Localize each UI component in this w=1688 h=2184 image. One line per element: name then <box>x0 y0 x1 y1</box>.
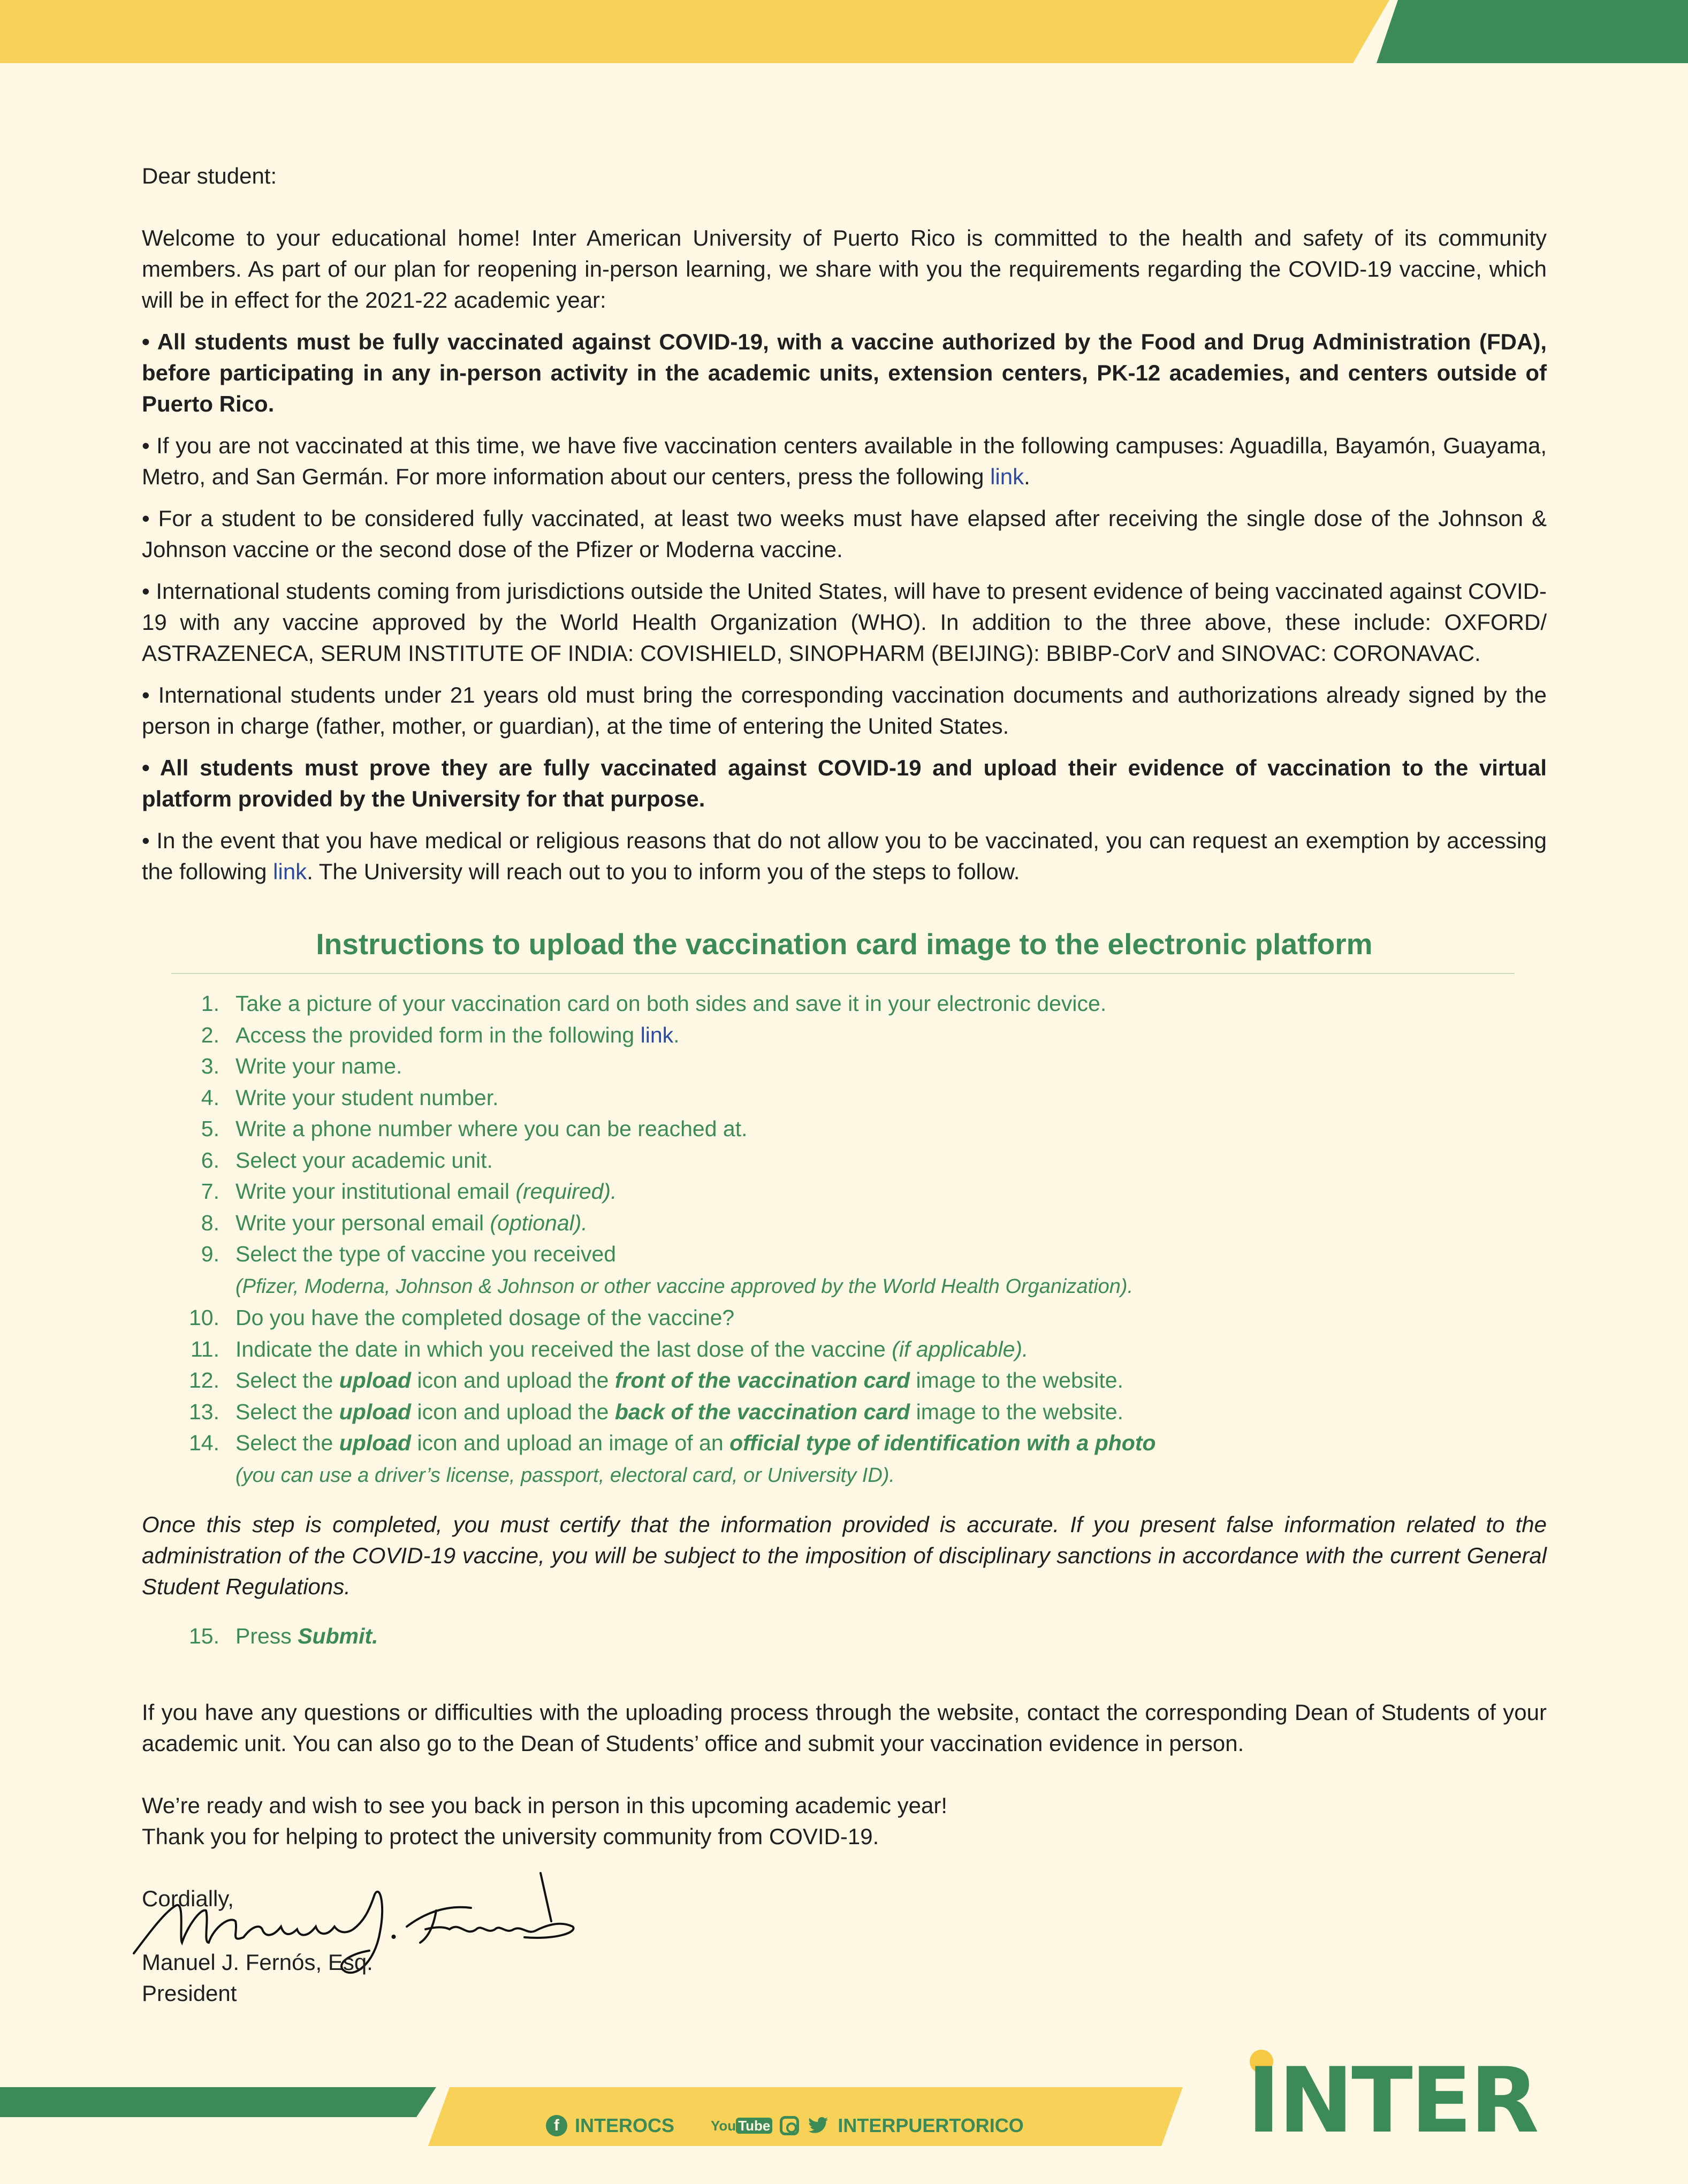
exemption-link[interactable]: link <box>273 859 307 884</box>
list-item: 6. Select your academic unit. <box>201 1147 493 1173</box>
bullet-prove-vaccination: • All students must prove they are fully vaccinated against COVID-19 and upload their evidence of vaccination to the virtual platform provided by the University for that purpose. <box>142 755 1547 811</box>
list-item: 1. Take a picture of your vaccination card on both sides and save it in your electronic device. <box>201 991 1107 1016</box>
list-item: 11. Indicate the date in which you received the last dose of the vaccine (if applicable). <box>191 1336 1029 1361</box>
signer-block <box>142 1947 373 2009</box>
bullet-fully-vaccinated: • All students must be fully vaccinated against COVID-19, with a vaccine authorized by the Food and Drug Administration (FDA), before participating in any in-person activity in the academic units, extension centers, PK-12 academies, and centers outside of Puerto Rico. <box>142 329 1547 416</box>
list-item: 4. Write your student number. <box>201 1085 499 1110</box>
twitter-icon[interactable] <box>807 2115 830 2136</box>
closing-line-2: Thank you for helping to protect the university community from COVID-19. <box>142 1823 879 1849</box>
signer-title: President <box>142 1981 237 2006</box>
instruction-steps <box>142 988 1547 1491</box>
centers-link[interactable]: link <box>990 464 1024 489</box>
bullet-vaccination-centers: • If you are not vaccinated at this time, we have five vaccination centers available in the following campuses: Aguadilla, Bayamón, Guayama, Metro, and San Germán. For more information about our centers, press the following link. <box>142 433 1547 489</box>
social-links <box>546 2110 1024 2142</box>
inter-logo <box>1247 2048 1537 2153</box>
list-item: 3. Write your name. <box>201 1054 402 1078</box>
social-handle[interactable]: INTERPUERTORICO <box>838 2114 1024 2136</box>
facebook-icon[interactable]: f <box>546 2115 567 2136</box>
submit-step <box>142 1620 1547 1652</box>
list-item: 12. Select the upload icon and upload the front of the vaccination card image to the website. <box>189 1368 1123 1392</box>
closing-line-1: We’re ready and wish to see you back in person in this upcoming academic year! <box>142 1792 948 1818</box>
form-link[interactable]: link <box>640 1022 674 1047</box>
instagram-icon[interactable] <box>780 2116 799 2135</box>
facebook-handle[interactable]: INTEROCS <box>575 2114 675 2136</box>
instructions-title: Instructions to upload the vaccination card image to the electronic platform <box>316 927 1373 961</box>
logo-text: INTER <box>1247 2048 1537 2153</box>
title-divider <box>171 973 1515 974</box>
signer-name: Manuel J. Fernós, Esq. <box>142 1950 373 1975</box>
cordially: Cordially, <box>142 1885 234 1911</box>
list-item: 9. Select the type of vaccine you received (Pfizer, Moderna, Johnson & Johnson or other vaccine approved by the World Health Organization). <box>201 1242 1134 1298</box>
questions-paragraph: If you have any questions or difficulties with the uploading process through the website, contact the corresponding Dean of Students of your academic unit. You can also go to the Dean of Students’ office and submit your vaccination evidence in person. <box>142 1699 1547 1756</box>
list-item: 2. Access the provided form in the following link. <box>201 1022 680 1047</box>
bullet-exemption: • In the event that you have medical or religious reasons that do not allow you to be vaccinated, you can request an exemption by accessing the following link. The University will reach out to you to inform you of the steps to follow. <box>142 828 1547 884</box>
certify-paragraph: Once this step is completed, you must certify that the information provided is accurate. If you present false information related to the administration of the COVID-19 vaccine, you will be subject to the imposition of disciplinary sanctions in accordance with the current General Student Regulations. <box>142 1512 1547 1599</box>
list-item: 14. Select the upload icon and upload an image of an official type of identification with a photo (you can use a driver’s license, passport, electoral card, or University ID). <box>189 1430 1156 1487</box>
bullet-under-21: • International students under 21 years old must bring the corresponding vaccination documents and authorizations already signed by the person in charge (father, mother, or guardian), at the time of entering the United States. <box>142 682 1547 739</box>
greeting: Dear student: <box>142 163 277 188</box>
top-color-band <box>0 0 1688 63</box>
bullet-international-students: • International students coming from jurisdictions outside the United States, will have to present evidence of being vaccinated against COVID-19 with any vaccine approved by the World Health Organization (WHO). In addition to the three above, these include: OXFORD/ ASTRAZENECA, SERUM INSTITUTE OF INDIA: COVISHIELD, SINOPHARM (BEIJING): BBIBP-CorV and SINOVAC: CORONAVAC. <box>142 579 1547 666</box>
list-item: 10. Do you have the completed dosage of the vaccine? <box>189 1305 735 1330</box>
list-item: 7. Write your institutional email (required). <box>201 1179 617 1204</box>
bullet-fully-vaccinated-definition: • For a student to be considered fully vaccinated, at least two weeks must have elapsed after receiving the single dose of the Johnson & Johnson vaccine or the second dose of the Pfizer or Moderna vaccine. <box>142 506 1547 562</box>
list-item: 5. Write a phone number where you can be reached at. <box>201 1116 748 1141</box>
letter-body <box>142 161 1547 1914</box>
list-item: 8. Write your personal email (optional). <box>201 1210 588 1235</box>
youtube-icon[interactable]: You Tube <box>711 2118 772 2134</box>
list-item: 13. Select the upload icon and upload the back of the vaccination card image to the website. <box>189 1399 1124 1424</box>
list-item: 15. Press Submit. <box>189 1624 378 1648</box>
intro-paragraph: Welcome to your educational home! Inter American University of Puerto Rico is committed to the health and safety of its community members. As part of our plan for reopening in-person learning, we share with you the requirements regarding the COVID-19 vaccine, which will be in effect for the 2021-22 academic year: <box>142 225 1547 313</box>
